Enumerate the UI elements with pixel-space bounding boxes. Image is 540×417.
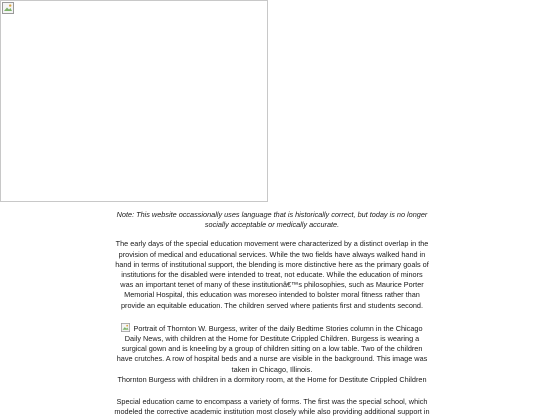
figure	[114, 323, 430, 385]
broken-image-icon	[121, 323, 130, 332]
header-image-placeholder	[0, 0, 268, 202]
figure-alt-label: Portrait of Thornton W. Burgess, writer of the daily Bedtime Stories column in the Chicago Daily News, with children at the Home for Destitute Crippled Children. Burgess is wearing a surgical gown and is kneeling by a group of children sitting on a low table. Two of the children have crutches. A row of hospital beds and a nurse are visible in the background. This image was taken in Chicago, Illinois.	[116, 323, 428, 374]
article-body	[114, 210, 430, 417]
broken-image-icon	[2, 2, 14, 14]
intro-paragraph: The early days of the special education movement were characterized by a distinct overlap in the provision of medical and educational services. While the two fields have always walked hand in hand in terms of institutional support, the blending is more distinctive here as the primary goals of institutions for the disabled were intended to treat, not educate. While the education of minors was an important tenet of many of these institutionâ€™s philosophies, such as Maurice Porter Memorial Hospital, this education was moreseo intended to bolster moral fitness rather than provide an equitable education. The children served where patients first and students second.	[115, 239, 429, 310]
language-note: Note: This website occassionally uses language that is historically correct, but today is no longer socially acceptable or medically accurate.	[116, 210, 428, 230]
figure-alt-text	[114, 323, 430, 375]
special-education-paragraph: Special education came to encompass a variety of forms. The first was the special school, which modeled the corrective academic institution most closely while also providing additional support in	[114, 397, 430, 417]
figure-caption: Thornton Burgess with children in a dormitory room, at the Home for Destitute Crippled Children	[117, 374, 427, 384]
